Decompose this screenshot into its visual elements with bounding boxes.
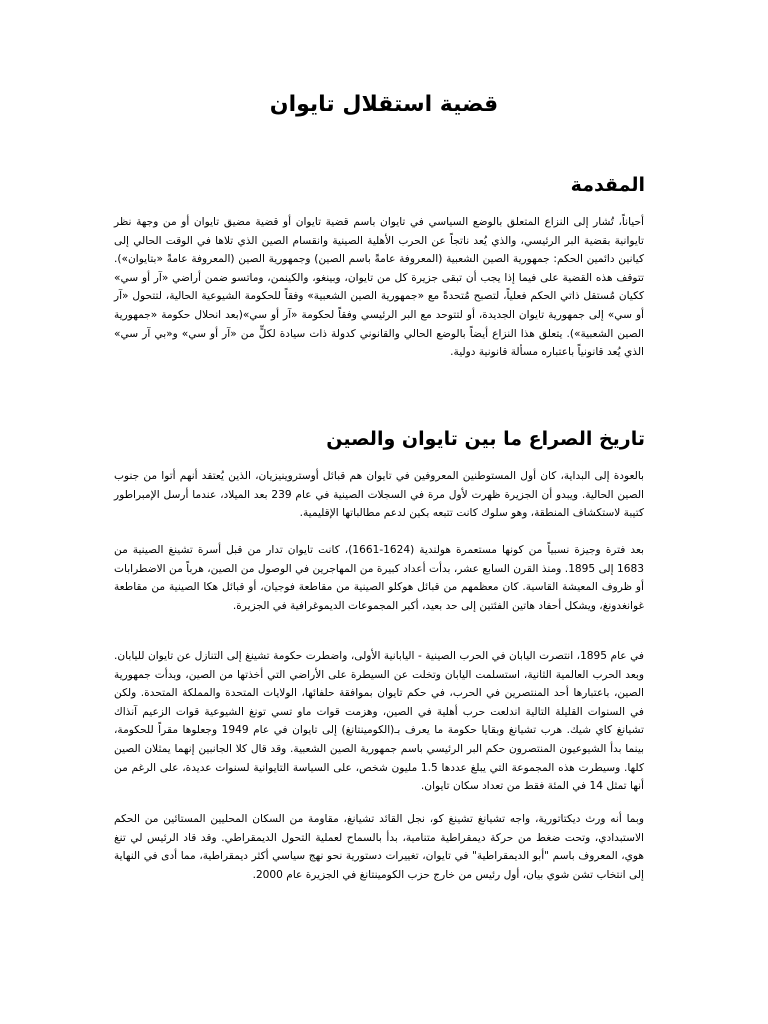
introduction-paragraph: أحياناً، تُشار إلى النزاع المتعلق بالوضع السياسي في تايوان باسم قضية تايوان أو قضية مضيق تايوان أو من وجهة نظر تايوانية بقضية البر الرئيسي، والذي يُعد ناتجاً عن الحرب الأهلية الصينية وانقسام الصين الذي تلاها في الوقت الحالي إلى كيانين دائمين الحكم: جمهورية الصين الشعبية (المعروفة عامةً باسم الصين) وجمهورية الصين (المعروفة عامةً «بتايوان»). تتوقف هذه القضية على فيما إذا يجب أن تبقى جزيرة كل من تايوان، وبينغو، والكينمن، وماتسو ضمن أراضي «آر أو سي» ككيان مُستقل ذاتي الحكم فعلياً، لتصبح مُتحدةً مع «جمهورية الصين الشعبية» وفقاً للحكومة الشيوعية الحالية، لتتحول «آر أو سي» إلى جمهورية تايوان الجديدة، أو لتتوحد مع البر الرئيسي وفقاً لحكومة «آر أو سي»(بعد انحلال حكومة «جمهورية الصين الشعبية»). يتعلق هذا النزاع أيضاً بالوضع الحالي والقانوني كدولة ذات سيادة لكلٍّ من «آر أو سي» و«بي آر سي» الذي يُعد قانونياً باعتباره مسألة قانونية دولية. xyxy=(114,216,644,359)
document-title: قضية استقلال تايوان xyxy=(269,92,499,117)
history-paragraph-2: بعد فترة وجيزة نسبياً من كونها مستعمرة هولندية (1624-1661)، كانت تايوان تدار من قبل أسرة تشينغ الصينية من 1683 إلى 1895. ومنذ القرن السابع عشر، بدأت أعداد كبيرة من المهاجرين في الوصول من الصين، هرباً من الاضطرابات أو ظروف المعيشة القاسية. كان معظمهم من قبائل هوكلو الصينية من مقاطعة فوجيان، أو قبائل هكا الصينية من مقاطعة غوانغدونغ، ويشكل أحفاد هاتين الفئتين إلى حد بعيد، أكبر المجموعات الديموغرافية في الجزيرة. xyxy=(114,544,644,612)
section-heading-introduction: المقدمة xyxy=(570,174,645,196)
history-paragraph-4: وبما أنه ورث ديكتاتورية، واجه تشيانغ تشينغ كو، نجل القائد تشيانغ، مقاومة من السكان المحليين المستائين من الحكم الاستبدادي، وتحت ضغط من حركة ديمقراطية متنامية، بدأ بالسماح لعملية التحول الديمقراطي. وقد قاد الرئيس لي تنغ هوي، المعروف باسم "أبو الديمقراطية" في تايوان، تغييرات دستورية نحو نهج سياسي أكثر ديمقراطية، مما أدى في النهاية إلى انتخاب تشن شوي بيان، أول رئيس من خارج حزب الكومينتانغ في الجزيرة عام 2000. xyxy=(114,813,644,881)
history-paragraph-3: في عام 1895، انتصرت اليابان في الحرب الصينية - اليابانية الأولى، واضطرت حكومة تشينغ إلى التنازل عن تايوان لليابان. وبعد الحرب العالمية الثانية، استسلمت اليابان وتخلت عن السيطرة على الأراضي التي أخذتها من الصين، وبدأت جمهورية الصين، باعتبارها أحد المنتصرين في الحرب، في حكم تايوان بموافقة حلفائها، الولايات المتحدة والمملكة المتحدة. ولكن في السنوات القليلة التالية اندلعت حرب أهلية في الصين، وهزمت قوات ماو تسي تونغ الشيوعية قوات الزعيم آنذاك تشيانغ كاي شيك. هرب تشيانغ وبقايا حكومة ما يعرف بـ(الكومينتانغ) إلى تايوان في عام 1949 وجعلوها مقراً للحكومة، بينما بدأ الشيوعيون المنتصرون حكم البر الرئيسي باسم جمهورية الصين الشعبية. وقد قال كلا الجانبين إنهما يمثلان الصين كلها. وسيطرت هذه المجموعة التي يبلغ عددها 1.5 مليون شخص، على السياسة التايوانية لسنوات عديدة، على الرغم من أنها تمثل 14 في المئة فقط من تعداد سكان تايوان. xyxy=(114,650,644,793)
history-paragraph-1: بالعودة إلى البداية، كان أول المستوطنين المعروفين في تايوان هم قبائل أوستروينيزيان، الذين يُعتقد أنهم أتوا من جنوب الصين الحالية. ويبدو أن الجزيرة ظهرت لأول مرة في السجلات الصينية في عام 239 بعد الميلاد، عندما أرسل الإمبراطور كتيبة لاستكشاف المنطقة، وهو سلوك كانت تتبعه بكين لدعم مطالباتها الإقليمية. xyxy=(114,470,644,520)
section-heading-history: تاريخ الصراع ما بين تايوان والصين xyxy=(326,428,645,450)
